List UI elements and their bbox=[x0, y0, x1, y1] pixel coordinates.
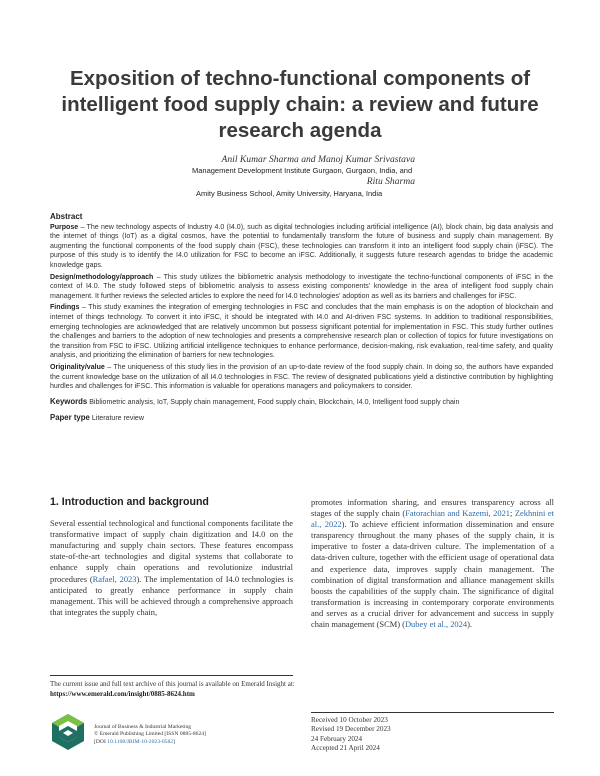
authors-line-1: Anil Kumar Sharma and Manoj Kumar Srivastava bbox=[221, 154, 415, 165]
abstract-heading: Abstract bbox=[50, 212, 83, 221]
citation-link[interactable]: Fatorachian and Kazemi, 2021 bbox=[405, 508, 511, 519]
date-revised-2: 24 February 2024 bbox=[311, 734, 363, 743]
citation-link[interactable]: Rafael, 2023 bbox=[92, 573, 137, 584]
date-accepted: Accepted 21 April 2024 bbox=[311, 744, 380, 753]
citation-link[interactable]: Dubey et al., 2024 bbox=[404, 619, 468, 630]
doi-link[interactable]: 10.1108/JBIM-10-2023-0582 bbox=[107, 738, 174, 745]
keywords: Keywords Bibliometric analysis, IoT, Supply chain management, Food supply chain, Blockchain, I4.0, Intelligent food supply chain bbox=[50, 396, 460, 406]
paper-title: Exposition of techno-functional components of intelligent food supply chain: a review and future research agenda bbox=[61, 67, 539, 142]
publisher-line: © Emerald Publishing Limited [ISSN 0885-8624] bbox=[94, 731, 206, 738]
body-column-left bbox=[50, 497, 293, 618]
abstract-originality: Originality/value – The uniqueness of this study lies in the provision of an up-to-date review of the food supply chain. In doing so, the authors have expanded the current knowledge base on the utilization of all I4.0 technologies in FSC. The review of designated publications yield a distinctive contribution by highlighting hurdles and challenges for iFSC. This information is valuable for operations managers and policymakers to consider. bbox=[50, 363, 553, 391]
dates-divider bbox=[311, 712, 554, 713]
date-received: Received 10 October 2023 bbox=[311, 716, 388, 724]
doi-line: [DOI 10.1108/JBIM-10-2023-0582] bbox=[94, 738, 175, 745]
footnote-divider bbox=[50, 675, 293, 676]
emerald-logo-icon bbox=[50, 712, 86, 752]
intro-paragraph-right: promotes information sharing, and ensures transparency across all stages of the supply chain (Fatorachian and Kazemi, 2021; Zekhnini et al., 2022). To achieve efficient information dissemination and ensure transparency throughout the many phases of the supply chain, it is imperative to foster a data-driven culture. The implementation of a data-driven culture, together with the efficient usage of operational data and experience data, improves supply chain management. The combination of digital transformation and alliance management skills boosts the capabilities of the supply chain. The significance of digital transformation is increasing in contemporary corporate environments and serves as a crucial driver for advancement and success in supply chain management (SCM) (Dubey et al., 2024). bbox=[311, 497, 554, 630]
affiliation-1: Management Development Institute Gurgaon, Gurgaon, India, and bbox=[192, 166, 413, 175]
intro-paragraph-left: Several essential technological and functional components facilitate the transformative impact of supply chain digitization and I4.0 on the manufacturing and supply chain sectors. These features encompass state-of-the-art technologies and digital systems that collaborate to enhance supply chain operations and revolutionize industrial procedures (Rafael, 2023). The implementation of I4.0 technologies is anticipated to greatly enhance performance in supply chain management. This will be achieved through a comprehensive approach that integrates the supply chain, bbox=[50, 518, 293, 617]
access-note: The current issue and full text archive of this journal is available on Emerald Insight at: https://www.emerald.com/insight/0885-8624.htm bbox=[50, 680, 295, 698]
affiliation-2: Amity Business School, Amity University, Haryana, India bbox=[196, 189, 383, 198]
authors-line-2: Ritu Sharma bbox=[366, 176, 415, 187]
journal-name: Journal of Business & Industrial Marketing bbox=[94, 724, 192, 730]
emerald-url-link[interactable]: https://www.emerald.com/insight/0885-8624.htm bbox=[50, 689, 195, 698]
abstract-findings: Findings – This study examines the integration of emerging technologies in FSC and concludes that the main emphasis is on the adoption of blockchain and internet of things technology. To convert it into iFSC, it should be integrated with I4.0 and AI-driven FSC systems. In addition to traditional responsibilities, emerging technologies are acknowledged that are relatively uncommon but possess significant potential for implementation in FSC. This study further outlines the challenges and barriers to the adoption of new technologies and presents a comprehensive research plan or collection of topics for future investigations on the transition from FSC to iFSC. Utilizing artificial intelligence techniques to enhance performance, decision-making, risk evaluation, real-time safety, and quality analysis, and prioritizing the elimination of barriers for new technologies. bbox=[50, 304, 553, 360]
date-revised: Revised 19 December 2023 bbox=[311, 725, 391, 734]
article-history bbox=[311, 716, 391, 754]
paper-type: Paper type Literature review bbox=[50, 413, 144, 423]
journal-info bbox=[94, 724, 206, 746]
abstract-purpose: Purpose – The new technology aspects of Industry 4.0 (I4.0), such as digital technologies including artificial intelligence (AI), block chain, big data analysis and the internet of things (IoT) as a digital cosmos, have the potential to fundamentally transform the future of business and supply chain management. By augmenting the functional components of the food supply chain (FSC), these technologies can transform it into an intelligent food supply chain (iFSC). The purpose of this study is to identify the I4.0 utilization for FSC to become an iFSC. Additionally, it suggests future research agendas to bridge the academic knowledge gaps. bbox=[50, 223, 553, 269]
section-heading: 1. Introduction and background bbox=[50, 496, 209, 508]
citation-link[interactable]: Zekhnini et al., 2022 bbox=[311, 508, 554, 530]
abstract-design: Design/methodology/approach – This study utilizes the bibliometric analysis methodology to investigate the techno-functional components of iFSC in the context of I4.0. The study followed steps of bibliometric analysis to assess existing components' knowledge in the area of intelligent food supply chain management. It further reviews the selected articles to explore the need for I4.0 technologies' adoption as well as its barriers and challenges for iFSC. bbox=[50, 273, 553, 300]
abstract-section bbox=[50, 212, 553, 426]
